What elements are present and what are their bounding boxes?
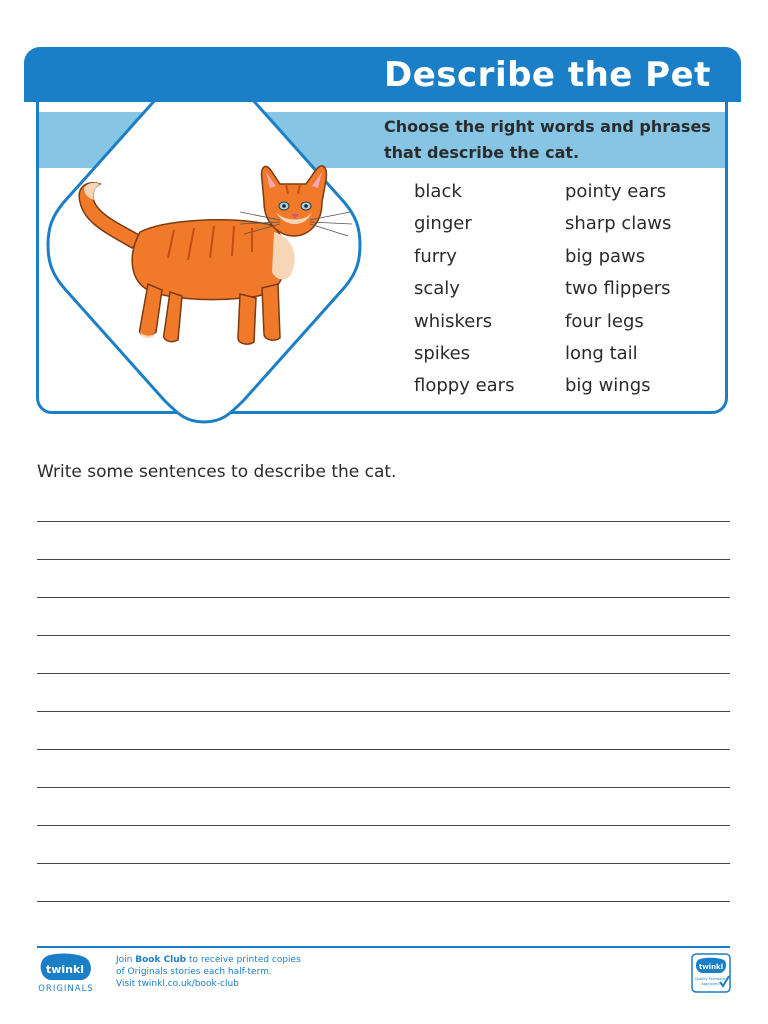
word-option[interactable]: big paws: [565, 245, 646, 267]
writing-line[interactable]: [37, 901, 730, 902]
quality-badge-icon: [690, 952, 732, 994]
badge-word: twinkl: [698, 963, 724, 971]
word-option[interactable]: ginger: [414, 213, 472, 235]
word-option[interactable]: big wings: [565, 375, 651, 397]
footer-line1-post: to receive printed copies: [186, 955, 301, 965]
book-club-link[interactable]: Book Club: [135, 955, 187, 965]
footer-line1-pre: Join: [116, 955, 136, 965]
logo-sub: ORIGINALS: [38, 984, 94, 994]
page-title: Describe the Pet: [384, 55, 711, 95]
writing-line[interactable]: [37, 597, 730, 598]
word-option[interactable]: spikes: [414, 343, 471, 365]
word-option[interactable]: whiskers: [414, 310, 493, 332]
word-list-right: [565, 176, 671, 403]
writing-line[interactable]: [37, 749, 730, 750]
writing-line[interactable]: [37, 711, 730, 712]
writing-line[interactable]: [37, 521, 730, 522]
word-option[interactable]: sharp claws: [565, 213, 672, 235]
footer-line3[interactable]: Visit twinkl.co.uk/book-club: [116, 979, 239, 989]
writing-line[interactable]: [37, 559, 730, 560]
footer-text: [116, 954, 301, 990]
word-option[interactable]: scaly: [414, 278, 460, 300]
writing-line[interactable]: [37, 635, 730, 636]
writing-prompt: Write some sentences to describe the cat.: [37, 462, 397, 482]
instructions: Choose the right words and phrases that describe the cat.: [384, 117, 711, 162]
word-option[interactable]: furry: [414, 245, 457, 267]
badge-sub1: Quality Standard: [694, 977, 726, 981]
twinkl-originals-logo: [36, 952, 98, 994]
writing-line[interactable]: [37, 673, 730, 674]
word-option[interactable]: long tail: [565, 343, 638, 365]
writing-line[interactable]: [37, 825, 730, 826]
cat-illustration-frame: [44, 62, 364, 428]
logo-word: twinkl: [45, 963, 85, 976]
word-option[interactable]: two flippers: [565, 278, 671, 300]
word-list-left: [414, 176, 514, 403]
badge-sub2: Approved: [701, 982, 719, 986]
writing-line[interactable]: [37, 863, 730, 864]
word-option[interactable]: black: [414, 181, 462, 202]
word-option[interactable]: pointy ears: [565, 181, 667, 202]
footer-divider: [37, 946, 730, 948]
word-option[interactable]: floppy ears: [414, 375, 515, 397]
writing-line[interactable]: [37, 787, 730, 788]
footer-line2: of Originals stories each half-term.: [116, 967, 272, 977]
word-option[interactable]: four legs: [565, 310, 644, 332]
